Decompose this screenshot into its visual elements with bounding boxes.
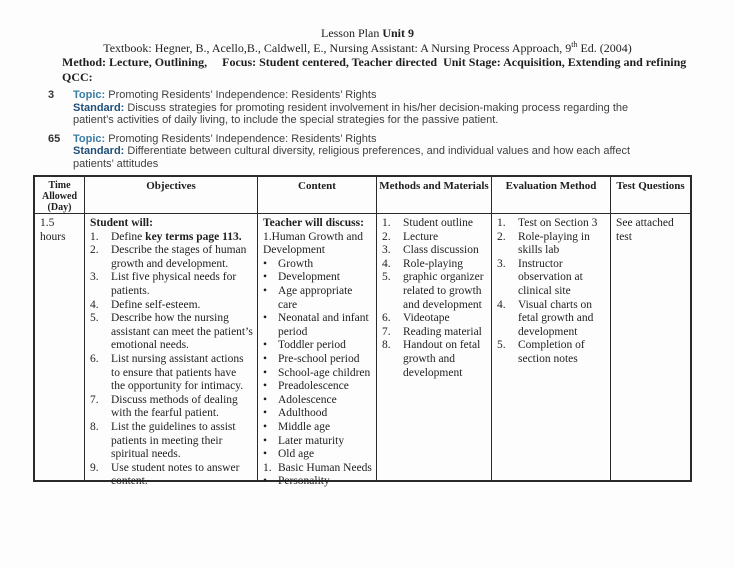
content-item-text: Neonatal and infant period	[278, 312, 369, 338]
evaluation-text: Instructor observation at clinical site	[518, 257, 583, 297]
list-number: 3.	[382, 244, 391, 257]
cell-test-questions: See attached test	[616, 217, 674, 243]
content-item-text: Adolescence	[278, 393, 337, 406]
content-item-text: Personality	[278, 475, 330, 488]
content-subtitle: 1.Human Growth and Development	[263, 230, 363, 257]
bullet-marker: •	[263, 448, 268, 461]
method-item	[382, 326, 487, 340]
document-header	[0, 26, 735, 84]
content-bullet-item	[263, 285, 372, 312]
topics	[48, 89, 688, 177]
table-header-row	[35, 177, 690, 214]
list-number: 7.	[90, 393, 99, 406]
method-item	[382, 244, 487, 258]
list-number: 2.	[497, 230, 506, 243]
standard-text: Discuss strategies for promoting resident involvement in his/her decision-making process regarding the patient’s activities of daily living, to include the special strategies for the passive patient.	[73, 101, 629, 127]
list-number: 6.	[382, 312, 391, 325]
table-body-row	[35, 214, 690, 488]
textbook-text: Textbook: Hegner, B., Acello,B., Caldwell, E., Nursing Assistant: A Nursing Process Approach, 9	[103, 40, 572, 55]
content-bullet-item	[263, 394, 372, 408]
topic-block	[48, 89, 688, 127]
method-item	[382, 258, 487, 272]
list-number: 4.	[382, 257, 391, 270]
method-item	[382, 217, 487, 231]
header-methods-materials: Methods and Materials	[377, 177, 492, 213]
objective-text-plain: Define self-esteem.	[111, 298, 201, 311]
content-bullet-item	[263, 367, 372, 381]
list-number: 5.	[90, 312, 99, 325]
content-item-text: Later maturity	[278, 434, 345, 447]
topic-label: Topic:	[73, 89, 106, 101]
objectives-list	[90, 231, 253, 489]
method-item	[382, 271, 487, 312]
method-text: Lecture	[403, 230, 439, 243]
list-number: 3.	[497, 257, 506, 270]
content-item-text: Development	[278, 271, 340, 284]
bullet-marker: •	[263, 284, 268, 297]
objective-text-plain: Describe how the nursing assistant can meet the patient’s emotional needs.	[111, 312, 253, 352]
bullet-marker: •	[263, 352, 268, 365]
method-item	[382, 312, 487, 326]
objective-item	[90, 312, 253, 353]
evaluation-item	[497, 299, 606, 340]
evaluation-item	[497, 217, 606, 231]
cell-objectives	[85, 214, 258, 488]
topic-body	[73, 133, 645, 171]
page-title-unit: Unit 9	[382, 26, 414, 40]
objective-text-plain: Define	[111, 230, 146, 243]
content-item-text: Pre-school period	[278, 352, 360, 365]
content-bullet-item	[263, 380, 372, 394]
content-bullet-item	[263, 448, 372, 462]
content-item-text: Growth	[278, 257, 314, 270]
evaluation-text: Completion of section notes	[518, 339, 585, 365]
content-bullet-item	[263, 271, 372, 285]
list-number: 2.	[90, 244, 99, 257]
header-test-questions: Test Questions	[616, 180, 685, 192]
method-text: Class discussion	[403, 244, 479, 257]
number-marker: 1.	[263, 461, 272, 474]
bullet-marker: •	[263, 339, 268, 352]
method-text: Handout on fetal growth and development	[403, 339, 481, 379]
content-bullet-item	[263, 353, 372, 367]
method-focus-line: Method: Lecture, Outlining, Focus: Student centered, Teacher directed Unit Stage: Acquisition, Extending and refining	[62, 55, 687, 69]
standard-label: Standard:	[73, 145, 125, 158]
objective-text	[111, 271, 253, 298]
method-text: Reading material	[403, 325, 482, 338]
header-time-allowed: Time Allowed (Day)	[35, 177, 85, 213]
objective-text	[111, 299, 253, 313]
content-bullet-item	[263, 339, 372, 353]
objectives-intro: Student will:	[90, 217, 153, 229]
bullet-marker: •	[263, 380, 268, 393]
bullet-marker: •	[263, 257, 268, 270]
header-objectives: Objectives	[85, 177, 258, 213]
content-list	[263, 258, 372, 489]
objective-item	[90, 299, 253, 313]
content-intro: Teacher will discuss:	[263, 217, 364, 229]
topic-line	[73, 133, 645, 146]
bullet-marker: •	[263, 420, 268, 433]
objective-text-plain: List nursing assistant actions to ensure that patients have the opportunity for intimacy.	[111, 352, 244, 393]
content-item-text: Adulthood	[278, 407, 328, 420]
topic-number: 3	[48, 89, 55, 101]
list-number: 5.	[382, 271, 391, 284]
bullet-marker: •	[263, 475, 268, 488]
objective-item	[90, 421, 253, 462]
content-bullet-item	[263, 312, 372, 339]
objective-text-plain: Describe the stages of human growth and development.	[111, 244, 247, 270]
objective-text-plain: Use student notes to answer content.	[111, 461, 240, 488]
list-number: 7.	[382, 325, 391, 338]
method-item	[382, 231, 487, 245]
objective-text-bold: key terms page 113.	[145, 230, 242, 243]
content-item-text: Toddler period	[278, 339, 346, 352]
cell-content	[258, 214, 377, 488]
method-item	[382, 339, 487, 380]
objective-text-plain: List the guidelines to assist patients in meeting their spiritual needs.	[111, 420, 236, 461]
evaluation-text: Visual charts on fetal growth and development	[518, 298, 594, 338]
evaluation-item	[497, 258, 606, 299]
topic-line	[73, 89, 645, 102]
method-text: graphic organizer related to growth and development	[403, 271, 484, 311]
evaluation-item	[497, 339, 606, 366]
list-number: 9.	[90, 461, 99, 474]
content-bullet-item	[263, 258, 372, 272]
objective-text	[111, 462, 253, 489]
list-number: 4.	[497, 298, 506, 311]
objective-text	[111, 244, 253, 271]
standard-label: Standard:	[73, 101, 125, 114]
page-title	[0, 26, 735, 41]
content-item-text: Old age	[278, 448, 315, 461]
list-number: 1.	[382, 217, 391, 229]
standard-line	[73, 145, 645, 170]
objective-text-plain: List five physical needs for patients.	[111, 271, 237, 297]
method-text: Student outline	[403, 217, 473, 229]
method-text: Videotape	[403, 312, 450, 325]
evaluation-list	[497, 217, 606, 367]
list-number: 1.	[90, 230, 99, 243]
topic-text: Promoting Residents’ Independence: Residents’ Rights	[105, 89, 377, 101]
cell-evaluation-method	[492, 214, 611, 480]
textbook-edition: Ed. (2004)	[577, 40, 632, 55]
content-item-text: School-age children	[278, 366, 371, 379]
method-text: Role-playing	[403, 257, 464, 270]
objective-item	[90, 353, 253, 394]
objective-text-plain: Discuss methods of dealing with the fearful patient.	[111, 393, 238, 420]
textbook-line	[0, 41, 735, 56]
list-number: 3.	[90, 271, 99, 284]
objective-text	[111, 231, 253, 245]
content-item-text: Age appropriate care	[278, 284, 353, 311]
objective-item	[90, 244, 253, 271]
objective-item	[90, 394, 253, 421]
evaluation-text: Role-playing in skills lab	[518, 230, 590, 257]
qcc-label: QCC:	[62, 69, 93, 84]
list-number: 8.	[90, 420, 99, 433]
lesson-plan-table	[33, 175, 692, 488]
cell-time-allowed: 1.5 hours	[35, 214, 85, 480]
list-number: 5.	[497, 339, 506, 352]
content-bullet-item	[263, 407, 372, 421]
standard-line	[73, 102, 645, 127]
list-number: 2.	[382, 230, 391, 243]
bullet-marker: •	[263, 271, 268, 284]
topic-body	[73, 89, 645, 127]
cell-methods-materials	[377, 214, 492, 480]
bullet-marker: •	[263, 366, 268, 379]
list-number: 6.	[90, 352, 99, 365]
objective-text	[111, 312, 253, 353]
topic-block	[48, 133, 688, 171]
bullet-marker: •	[263, 312, 268, 325]
bullet-marker: •	[263, 393, 268, 406]
standard-text: Differentiate between cultural diversity, religious preferences, and individual values and how each affect patients’ attitudes	[73, 145, 631, 170]
content-item-text: Middle age	[278, 420, 331, 433]
list-number: 1.	[497, 217, 506, 229]
textbook-edition-superscript: th	[571, 39, 578, 49]
page-title-prefix: Lesson Plan	[320, 26, 383, 40]
content-numbered-item	[263, 462, 372, 476]
list-number: 4.	[90, 298, 99, 311]
header-content: Content	[258, 177, 377, 213]
methods-list	[382, 217, 487, 380]
evaluation-item	[497, 231, 606, 258]
bullet-marker: •	[263, 434, 268, 447]
objective-text	[111, 353, 253, 394]
topic-text: Promoting Residents’ Independence: Residents’ Rights	[105, 132, 377, 145]
content-bullet-item	[263, 435, 372, 449]
list-number: 8.	[382, 339, 391, 352]
content-item-text: Basic Human Needs	[278, 461, 372, 474]
objective-item	[90, 231, 253, 245]
evaluation-text: Test on Section 3	[518, 217, 598, 229]
objective-text	[111, 394, 253, 421]
objective-item	[90, 271, 253, 298]
header-evaluation-method: Evaluation Method	[492, 177, 611, 213]
topic-number: 65	[48, 132, 61, 145]
content-item-text: Preadolescence	[278, 380, 349, 393]
topic-label: Topic:	[73, 132, 106, 145]
bullet-marker: •	[263, 407, 268, 420]
content-bullet-item	[263, 475, 372, 489]
objective-item	[90, 462, 253, 489]
content-bullet-item	[263, 421, 372, 435]
objective-text	[111, 421, 253, 462]
